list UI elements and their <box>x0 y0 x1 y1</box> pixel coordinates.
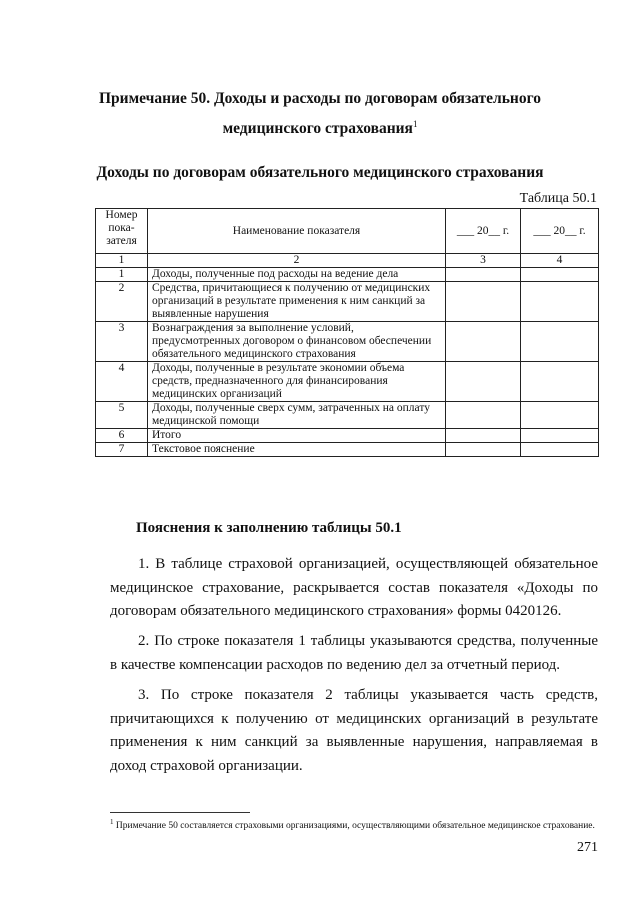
row-value-year-1 <box>446 443 521 457</box>
row-name: Средства, причитающиеся к получению от медицинских организаций в результате применения к ним санкций за выявленные нарушения <box>148 282 446 322</box>
table-row <box>96 322 599 362</box>
row-name: Доходы, полученные сверх сумм, затраченных на оплату медицинской помощи <box>148 402 446 429</box>
table-row <box>96 362 599 402</box>
index-cell: 2 <box>148 254 446 268</box>
row-value-year-2 <box>521 429 599 443</box>
row-number: 3 <box>96 322 148 362</box>
note-title-line1: Примечание 50. Доходы и расходы по договорам обязательного <box>99 90 541 107</box>
row-value-year-1 <box>446 429 521 443</box>
row-number: 4 <box>96 362 148 402</box>
row-name: Итого <box>148 429 446 443</box>
footnote-divider <box>110 812 250 813</box>
row-number: 5 <box>96 402 148 429</box>
income-table <box>95 208 599 457</box>
index-cell: 3 <box>446 254 521 268</box>
table-row <box>96 429 599 443</box>
table-index-row <box>96 254 599 268</box>
row-name: Вознаграждения за выполнение условий, предусмотренных договором о финансовом обеспечении обязательного медицинского страхования <box>148 322 446 362</box>
explanation-paragraph-2: 2. По строке показателя 1 таблицы указываются средства, полученные в качестве компенсации расходов по ведению дел за отчетный период. <box>110 633 598 673</box>
row-value-year-2 <box>521 282 599 322</box>
header-indicator-name: Наименование показателя <box>148 209 446 254</box>
table-row <box>96 402 599 429</box>
index-cell: 1 <box>96 254 148 268</box>
table-number: Таблица 50.1 <box>519 191 597 206</box>
row-number: 2 <box>96 282 148 322</box>
row-number: 6 <box>96 429 148 443</box>
note-title-line2 <box>0 113 640 140</box>
row-value-year-1 <box>446 268 521 282</box>
row-value-year-2 <box>521 443 599 457</box>
row-value-year-1 <box>446 282 521 322</box>
header-year-2: ___ 20__ г. <box>521 209 599 254</box>
row-value-year-2 <box>521 322 599 362</box>
footnote <box>110 816 598 832</box>
note-title-text: медицинского страхования <box>222 120 413 138</box>
explanation-paragraph-3: 3. По строке показателя 2 таблицы указывается часть средств, причитающихся к получению от медицинских организаций в результате применения к ним санкций за выявленные нарушения, направляемая в доход страховой организации. <box>110 687 598 774</box>
header-year-1: ___ 20__ г. <box>446 209 521 254</box>
row-number: 1 <box>96 268 148 282</box>
index-cell: 4 <box>521 254 599 268</box>
table-row <box>96 268 599 282</box>
row-value-year-2 <box>521 362 599 402</box>
page-number: 271 <box>577 840 598 855</box>
row-value-year-2 <box>521 268 599 282</box>
footnote-text: Примечание 50 составляется страховыми организациями, осуществляющими обязательное медицинское страхование. <box>115 821 595 832</box>
row-value-year-1 <box>446 402 521 429</box>
table-title: Доходы по договорам обязательного медицинского страхования <box>96 164 544 181</box>
row-value-year-2 <box>521 402 599 429</box>
table-row <box>96 282 599 322</box>
table-header-row <box>96 209 599 254</box>
header-indicator-number: Номер пока-зателя <box>96 209 148 254</box>
explanations-heading: Пояснения к заполнению таблицы 50.1 <box>136 520 402 536</box>
footnote-reference: 1 <box>412 119 418 129</box>
row-name: Доходы, полученные под расходы на ведение дела <box>148 268 446 282</box>
explanation-paragraph-1: 1. В таблице страховой организацией, осуществляющей обязательное медицинское страхование, раскрывается состав показателя «Доходы по договорам обязательного медицинского страхования» формы 0420126. <box>110 556 598 619</box>
row-value-year-1 <box>446 322 521 362</box>
row-name: Доходы, полученные в результате экономии объема средств, предназначенного для финансирования медицинских организаций <box>148 362 446 402</box>
row-number: 7 <box>96 443 148 457</box>
footnote-mark: 1 <box>110 818 114 826</box>
row-name: Текстовое пояснение <box>148 443 446 457</box>
table-row <box>96 443 599 457</box>
row-value-year-1 <box>446 362 521 402</box>
